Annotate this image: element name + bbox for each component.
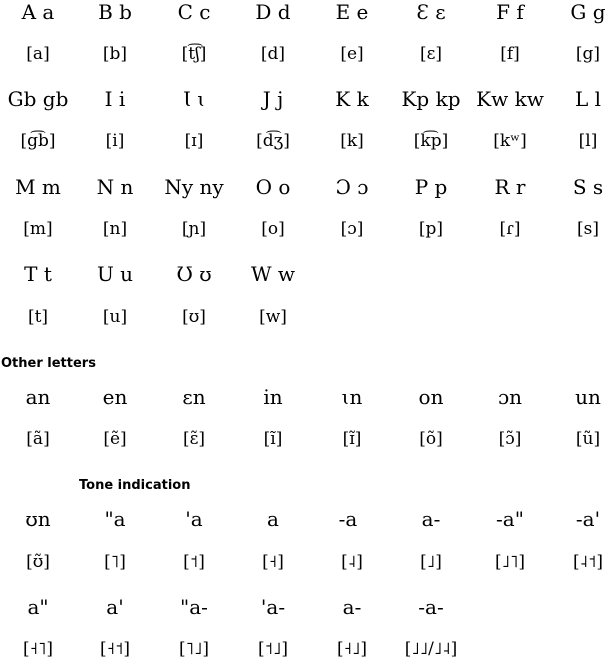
ipa-s: [s]: [577, 219, 599, 239]
ipa-u: [u]: [102, 307, 128, 327]
letter-gb: Gb gb: [7, 87, 69, 111]
ipa-kp: [k͡p]: [413, 131, 449, 151]
other-letter-open-en: ɛn: [182, 385, 206, 409]
ipa-iota: [ɪ]: [184, 131, 204, 151]
tone-contour: [˥˩]: [178, 639, 210, 659]
tone-mark: a: [267, 507, 279, 531]
tone-contour: [˦˩]: [257, 639, 289, 659]
ipa-w: [w]: [259, 307, 287, 327]
tone-contour: [˩˥]: [494, 552, 526, 572]
tone-mark: 'a: [185, 507, 203, 531]
ipa-r: [ɾ]: [499, 219, 521, 239]
other-letter-an: an: [25, 385, 51, 409]
tone-contour: [˧˩]: [336, 639, 368, 659]
tone-contour: [˨˦]: [572, 552, 604, 572]
ipa-open-e: [ɛ]: [419, 44, 443, 64]
tone-mark: 'a-: [260, 595, 286, 619]
letter-b: B b: [98, 0, 132, 24]
other-letter-upsilon-n: ʊn: [25, 507, 51, 531]
tone-mark: a-: [342, 595, 362, 619]
letter-i: I i: [104, 87, 126, 111]
ipa-t: [t]: [27, 307, 49, 327]
other-ipa-un: [ũ]: [575, 429, 601, 449]
letter-ny: Ny ny: [164, 175, 224, 199]
other-letter-in: in: [263, 385, 283, 409]
tone-contour: [˩˩/˩˨]: [404, 639, 458, 659]
ipa-g: [g]: [575, 44, 601, 64]
letter-j: J j: [262, 87, 284, 111]
ipa-n: [n]: [102, 219, 128, 239]
letter-s: S s: [572, 175, 604, 199]
tone-contour: [˨]: [341, 552, 363, 572]
letter-o: O o: [255, 175, 291, 199]
ipa-e: [e]: [340, 44, 364, 64]
tone-mark: a": [27, 595, 49, 619]
tone-indication-heading: Tone indication: [79, 478, 191, 493]
letter-t: T t: [24, 262, 52, 286]
other-ipa-iota-n: [ɪ̃]: [342, 429, 362, 449]
other-ipa-on: [õ]: [419, 429, 443, 449]
tone-mark: "a-: [180, 595, 208, 619]
ipa-f: [f]: [500, 44, 520, 64]
letter-kp: Kp kp: [401, 87, 461, 111]
tone-contour: [˧˥]: [22, 639, 54, 659]
letter-kw: Kw kw: [476, 87, 544, 111]
other-ipa-open-en: [ɛ̃]: [182, 429, 206, 449]
other-ipa-open-on: [ɔ̃]: [498, 429, 522, 449]
other-ipa-en: [ẽ]: [103, 429, 127, 449]
other-letter-iota-n: ɩn: [341, 385, 363, 409]
letter-a: A a: [21, 0, 55, 24]
letter-u: U u: [96, 262, 134, 286]
other-ipa-in: [ĩ]: [263, 429, 283, 449]
letter-w: W w: [250, 262, 296, 286]
letter-iota: Ɩ ɩ: [182, 87, 206, 111]
other-letter-open-on: ɔn: [497, 385, 523, 409]
tone-mark: a': [106, 595, 124, 619]
ipa-j: [d͡ʒ]: [256, 131, 290, 151]
other-letter-un: un: [575, 385, 601, 409]
letter-k: K k: [335, 87, 369, 111]
letter-g: G g: [570, 0, 606, 24]
ipa-b: [b]: [102, 44, 128, 64]
ipa-k: [k]: [340, 131, 364, 151]
tone-mark: a-: [421, 507, 441, 531]
tone-contour: [˧]: [262, 552, 284, 572]
tone-contour: [˦]: [183, 552, 205, 572]
tone-mark: -a": [496, 507, 524, 531]
ipa-open-o: [ɔ]: [340, 219, 364, 239]
other-letters-heading: Other letters: [1, 356, 96, 371]
letter-f: F f: [496, 0, 524, 24]
letter-d: D d: [255, 0, 291, 24]
tone-mark: -a: [338, 507, 358, 531]
other-letter-on: on: [418, 385, 444, 409]
tone-contour: [˩]: [420, 552, 442, 572]
tone-mark: -a': [575, 507, 601, 531]
tone-contour: [˥]: [104, 552, 126, 572]
ipa-i: [i]: [105, 131, 125, 151]
letter-m: M m: [15, 175, 61, 199]
ipa-o: [o]: [261, 219, 285, 239]
letter-n: N n: [96, 175, 134, 199]
ipa-l: [l]: [578, 131, 598, 151]
ipa-kw: [kʷ]: [493, 131, 527, 151]
letter-open-o: Ɔ ɔ: [335, 175, 369, 199]
ipa-d: [d]: [260, 44, 286, 64]
letter-open-e: Ɛ ɛ: [416, 0, 446, 24]
ipa-ny: [ɲ]: [181, 219, 207, 239]
letter-r: R r: [494, 175, 526, 199]
ipa-gb: [g͡b]: [20, 131, 56, 151]
ipa-p: [p]: [418, 219, 444, 239]
other-letter-en: en: [102, 385, 128, 409]
letter-upsilon: Ʊ ʊ: [176, 262, 212, 286]
tone-mark: "a: [104, 507, 126, 531]
letter-l: L l: [574, 87, 602, 111]
other-ipa-an: [ã]: [26, 429, 50, 449]
other-ipa-upsilon-n: [ʊ̃]: [26, 552, 50, 572]
tone-contour: [˧˦]: [99, 639, 131, 659]
ipa-a: [a]: [26, 44, 50, 64]
letter-c: C c: [177, 0, 211, 24]
ipa-c: [t͡ʃ]: [181, 44, 207, 64]
ipa-upsilon: [ʊ]: [182, 307, 206, 327]
ipa-m: [m]: [23, 219, 53, 239]
tone-mark: -a-: [418, 595, 444, 619]
letter-e: E e: [335, 0, 369, 24]
letter-p: P p: [414, 175, 448, 199]
